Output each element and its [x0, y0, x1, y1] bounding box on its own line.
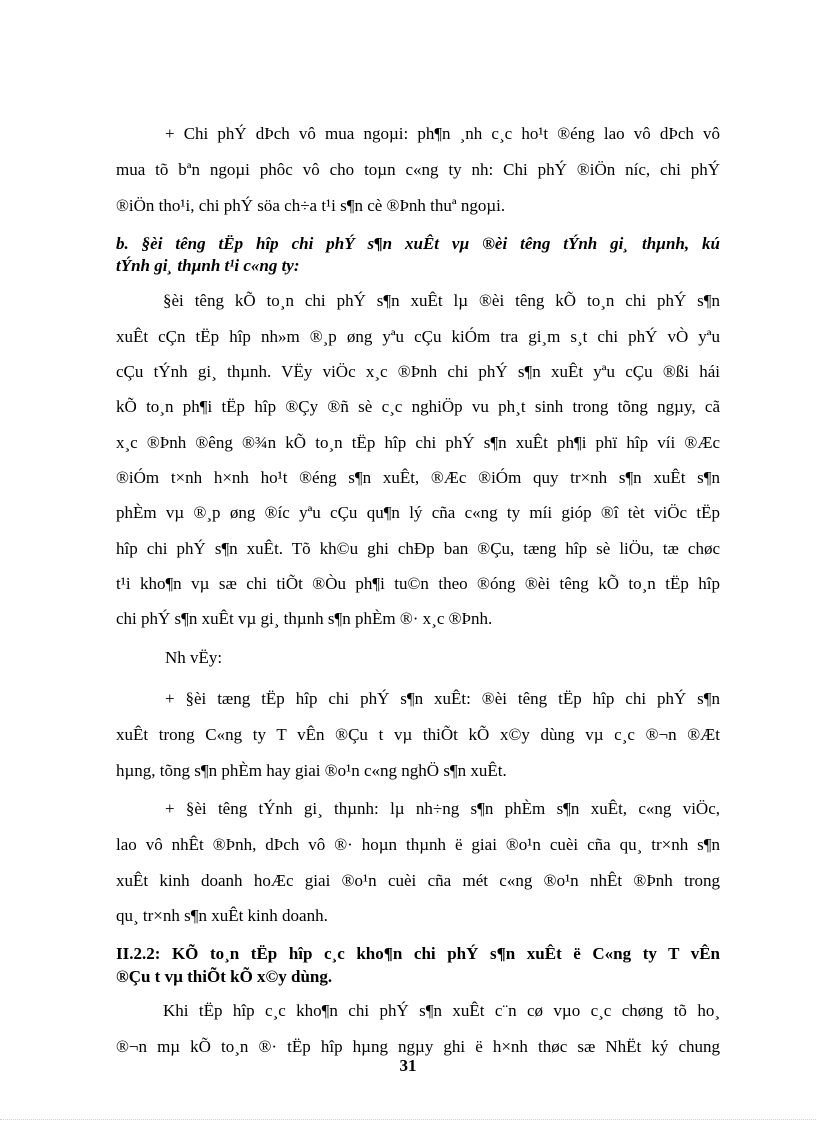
paragraph-line: §èi têng kÕ to¸n chi phÝ s¶n xuÊt lµ ®èi têng kÕ to¸n chi phÝ s¶n [163, 291, 720, 310]
paragraph-line: cÇu tÝnh gi¸ thµnh. VËy viÖc x¸c ®Þnh chi phÝ s¶n xuÊt yªu cÇu ®ßi hái [116, 362, 720, 381]
paragraph-line: xuÊt kinh doanh hoÆc giai ®o¹n cuèi cña mét c«ng ®o¹n nhÊt ®Þnh trong [116, 871, 720, 890]
section-heading: ®Çu t vµ thiÕt kÕ x©y dùng. [116, 967, 333, 986]
paragraph-line: phÈm vµ ®¸p øng ®íc yªu cÇu qu¶n lý cña c«ng ty míi gióp ®î tèt viÖc tËp [116, 503, 720, 522]
section-heading: tÝnh gi¸ thµnh t¹i c«ng ty: [116, 256, 300, 275]
paragraph-line: xuÊt cÇn tËp hîp nh»m ®¸p øng yªu cÇu kiÓm tra gi¸m s¸t chi phÝ vÒ yªu [116, 327, 720, 346]
paragraph-line: qu¸ tr×nh s¶n xuÊt kinh doanh. [116, 906, 328, 925]
paragraph-line: chi phÝ s¶n xuÊt vµ gi¸ thµnh s¶n phÈm ®· x¸c ®Þnh. [116, 609, 493, 628]
paragraph-line: xuÊt trong C«ng ty T vÊn ®Çu t vµ thiÕt kÕ x©y dùng vµ c¸c ®¬n ®Æt [116, 725, 720, 744]
section-heading: II.2.2: KÕ to¸n tËp hîp c¸c kho¶n chi phÝ s¶n xuÊt ë C«ng ty T vÊn [116, 944, 720, 963]
paragraph-line: Khi tËp hîp c¸c kho¶n chi phÝ s¶n xuÊt c¨n cø vµo c¸c chøng tõ ho¸ [163, 1001, 720, 1020]
paragraph-line: hîp chi phÝ s¶n xuÊt. Tõ kh©u ghi chÐp ban ®Çu, tæng hîp sè liÖu, tæ chøc [116, 539, 720, 558]
page-bottom-divider [0, 1119, 816, 1120]
paragraph-line: x¸c ®Þnh ®êng ®¾n kÕ to¸n tËp hîp chi phÝ s¶n xuÊt ph¶i phï hîp víi ®Æc [116, 433, 720, 452]
section-heading: b. §èi têng tËp hîp chi phÝ s¶n xuÊt vµ ®èi têng tÝnh gi¸ thµnh, kú [116, 234, 720, 253]
paragraph-line: hµng, tõng s¶n phÈm hay giai ®o¹n c«ng nghÖ s¶n xuÊt. [116, 761, 507, 780]
paragraph-line: ®¬n mµ kÕ to¸n ®· tËp hîp hµng ngµy ghi ë h×nh thøc sæ NhËt ký chung [116, 1037, 720, 1056]
paragraph-line: lao vô nhÊt ®Þnh, dÞch vô ®· hoµn thµnh ë giai ®o¹n cuèi cña qu¸ tr×nh s¶n [116, 835, 720, 854]
paragraph-line: Nh vËy: [165, 648, 223, 667]
paragraph-line: ®iÓm t×nh h×nh ho¹t ®éng s¶n xuÊt, ®Æc ®iÓm quy tr×nh s¶n xuÊt s¶n [116, 468, 720, 487]
paragraph-line: + §èi têng tÝnh gi¸ thµnh: lµ nh÷ng s¶n phÈm s¶n xuÊt, c«ng viÖc, [165, 799, 720, 818]
paragraph-line: kÕ to¸n ph¶i tËp hîp ®Çy ®ñ sè c¸c nghiÖp vu ph¸t sinh trong tõng ngµy, cã [116, 397, 720, 416]
paragraph-line: mua tõ bªn ngoµi phôc vô cho toµn c«ng ty nh: Chi phÝ ®iÖn níc, chi phÝ [116, 160, 720, 179]
paragraph-line: + §èi tæng tËp hîp chi phÝ s¶n xuÊt: ®èi têng tËp hîp chi phÝ s¶n [165, 689, 720, 708]
paragraph-line: + Chi phÝ dÞch vô mua ngoµi: ph¶n ¸nh c¸c ho¹t ®éng lao vô dÞch vô [165, 124, 720, 143]
paragraph-line: t¹i kho¶n vµ sæ chi tiÕt ®Òu ph¶i tu©n theo ®óng ®èi têng kÕ to¸n tËp hîp [116, 574, 720, 593]
paragraph-line: ®iÖn tho¹i, chi phÝ söa ch÷a t¹i s¶n cè ®Þnh thuª ngoµi. [116, 196, 506, 215]
page-number: 31 [399, 1056, 417, 1075]
